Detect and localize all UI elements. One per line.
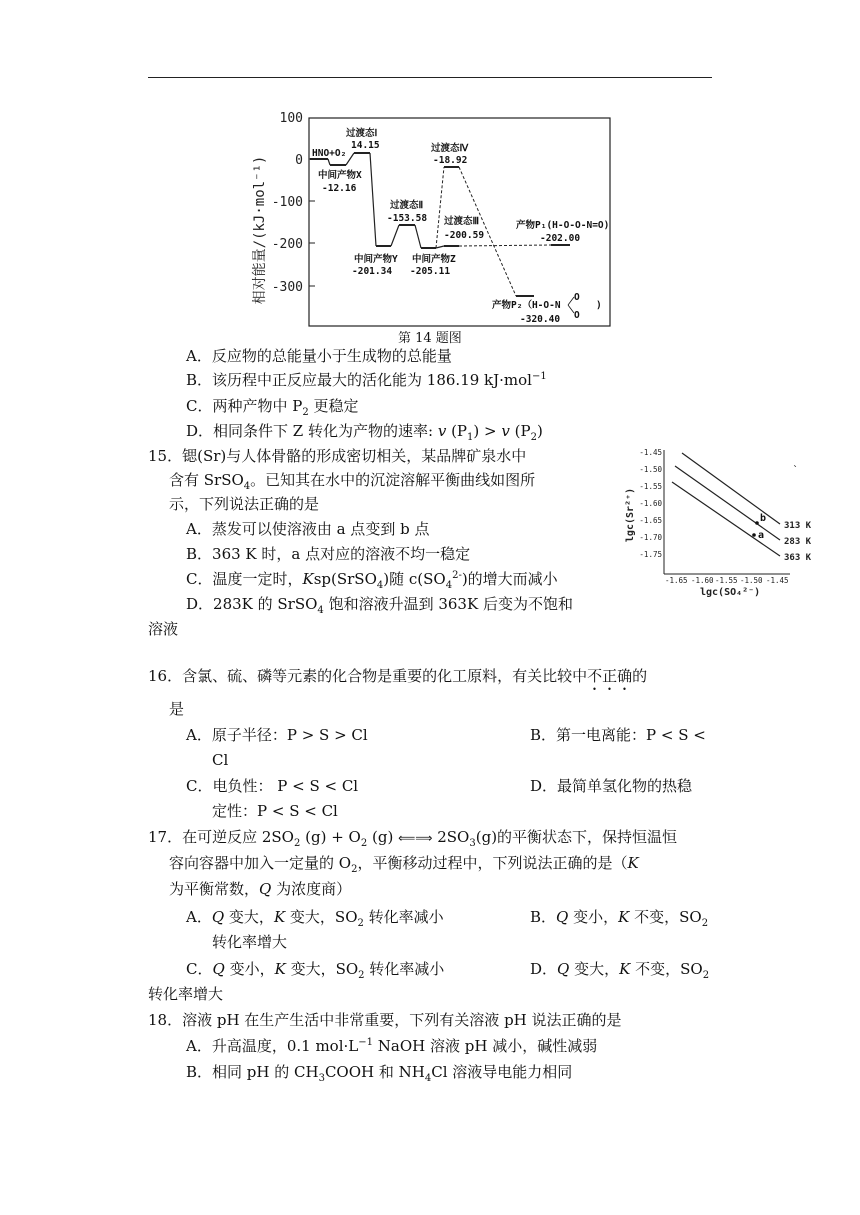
y-tick-0: 0 (295, 153, 303, 168)
y-tick-5: -1.65 (639, 516, 662, 525)
value-y: -201.34 (352, 266, 393, 277)
point-b-label: b (760, 513, 767, 524)
y-tick-4: -1.60 (639, 499, 662, 508)
point-a (752, 533, 756, 537)
value-ts1: 14.15 (351, 140, 380, 151)
point-a-label: a (758, 530, 765, 541)
value-x: -12.16 (322, 183, 357, 194)
label-ts2: 过渡态Ⅱ (390, 200, 424, 211)
value-ts3: -200.59 (444, 230, 485, 241)
y-tick-minus300: -300 (271, 280, 303, 295)
q17-option-a: A．Q 变大，K 变大，$SO_2$ 转化率减小 (186, 908, 444, 929)
q15-option-b: B．363 K 时，a 点对应的溶液不均一稳定 (186, 545, 471, 563)
q15-option-c: C．温度一定时，Ksp(SrSO$_4$)随 $c(SO_4^{2-})$的增大而减小 (186, 570, 558, 591)
q18-option-b: B．相同 pH 的 $CH_3COOH$ 和 $NH_4Cl$ 溶液导电能力相同 (186, 1063, 573, 1084)
x-tick-2: -1.60 (691, 576, 714, 585)
y-tick-6: -1.70 (639, 533, 662, 542)
q17-option-b: B．Q 变小，K 不变，$SO_2$ (530, 908, 709, 929)
q17-stem-line3: 为平衡常数，Q 为浓度商） (169, 880, 352, 898)
y-tick-7: -1.75 (639, 550, 662, 559)
value-p2: -320.40 (520, 314, 561, 325)
q15-stem-line3: 示，下列说法正确的是 (169, 495, 320, 513)
q16-option-b-wrap: Cl (212, 751, 229, 769)
label-p2-o-bottom: O (574, 310, 580, 321)
value-ts4: -18.92 (433, 155, 468, 166)
x-tick-5: -1.45 (766, 576, 789, 585)
point-b (755, 521, 759, 525)
y-tick-minus200: -200 (271, 237, 303, 252)
q16-stem-line2: 是 (169, 700, 185, 718)
solubility-chart (620, 440, 815, 598)
q16-option-b: B．第一电离能：P < S < (530, 726, 706, 744)
q17-option-b-wrap: 转化率增大 (212, 933, 288, 951)
q15-option-a: A．蒸发可以使溶液由 a 点变到 b 点 (186, 520, 430, 538)
q14-option-d: D．相同条件下 Z 转化为产物的速率: v $(P_1) > v$ $(P_2)$ (186, 422, 543, 443)
y-tick-minus100: -100 (271, 195, 303, 210)
q15-stem-line2: 含有 SrSO$_4$。已知其在水中的沉淀溶解平衡曲线如图所 (169, 471, 536, 492)
solid-connectors (328, 153, 444, 248)
value-ts2: -153.58 (387, 213, 428, 224)
q16-option-d-wrap: 定性：P < S < Cl (212, 802, 338, 820)
q17-option-d-wrap: 转化率增大 (148, 985, 224, 1003)
q17-stem-line2: 容向容器中加入一定量的 $O_2$，平衡移动过程中，下列说法正确的是（K (169, 854, 639, 875)
curve-label-363: 363 K (784, 553, 812, 563)
x-tick-3: -1.55 (715, 576, 738, 585)
y-tick-2: -1.50 (639, 465, 662, 474)
q16-stem-line1: 16．含氯、硫、磷等元素的化合物是重要的化工原料，有关比较中不正确的 (148, 667, 648, 685)
q17-stem-line1: 17．在可逆反应 $2SO_2$ $(g) + O_2$ (g) ⟸⟹ $2SO_3(g)$的平衡状态下，保持恒温恒 (148, 828, 678, 849)
q17-option-c: C．Q 变小，K 变大，$SO_2$ 转化率减小 (186, 960, 445, 981)
value-z: -205.11 (410, 266, 451, 277)
label-ts4: 过渡态Ⅳ (431, 143, 469, 154)
q16-option-c: C．电负性： P < S < Cl (186, 777, 359, 795)
q15-stem-line1: 15．锶(Sr)与人体骨骼的形成密切相关，某品牌矿泉水中 (148, 447, 527, 465)
q14-option-a: A．反应物的总能量小于生成物的总能量 (186, 347, 452, 365)
stray-mark: ˎ (792, 456, 799, 467)
q14-option-b: B．该历程中正反应最大的活化能为 186.19 kJ·mol$^{-1}$ (186, 371, 547, 389)
curve-label-283: 283 K (784, 537, 812, 547)
label-reactant: HNO+O₂ (312, 148, 347, 159)
value-p1: -202.00 (540, 233, 581, 244)
label-ts1: 过渡态Ⅰ (346, 128, 378, 139)
q17-option-d: D．Q 变大，K 不变，$SO_2$ (530, 960, 710, 981)
header-rule (148, 77, 712, 78)
y-tick-1: -1.45 (639, 448, 662, 457)
label-x: 中间产物X (318, 170, 362, 181)
equilibrium-arrow: ⟸⟹ (398, 831, 433, 845)
label-y: 中间产物Y (354, 254, 398, 265)
label-p1: 产物P₁(H-O-O-N=O) (516, 220, 610, 231)
q18-stem: 18．溶液 pH 在生产生活中非常重要，下列有关溶液 pH 说法正确的是 (148, 1011, 622, 1029)
q15-option-d: D．283K 的 SrSO$_4$ 饱和溶液升温到 363K 后变为不饱和 (186, 595, 573, 616)
q16-option-a: A．原子半径：P > S > Cl (186, 726, 368, 744)
y-tick-3: -1.55 (639, 482, 662, 491)
y-axis-label: lgc(Sr²⁺) (625, 487, 636, 543)
q16-option-d: D．最简单氢化物的热稳 (530, 777, 693, 795)
label-ts3: 过渡态Ⅲ (444, 216, 480, 227)
q14-option-c: C．两种产物中 $P_2$ 更稳定 (186, 397, 359, 418)
label-p2: 产物P₂（H-O-N (492, 300, 561, 311)
label-p2-close: ) (596, 300, 602, 311)
x-tick-4: -1.50 (740, 576, 763, 585)
y-axis-label: 相对能量/(kJ·mol⁻¹) (252, 155, 268, 305)
y-tick-100: 100 (279, 112, 303, 126)
curve-label-313: 313 K (784, 521, 812, 531)
x-tick-1: -1.65 (665, 576, 688, 585)
q15-option-d-wrap: 溶液 (148, 620, 179, 638)
q18-option-a: A．升高温度，0.1 $mol\cdot L^{-1}$ NaOH 溶液 pH 减小，碱性减弱 (186, 1037, 598, 1055)
energy-profile-chart (248, 112, 612, 330)
x-axis-label: lgc(SO₄²⁻) (700, 587, 761, 598)
label-p2-o-top: O (574, 292, 580, 303)
y-axis-ticks (309, 118, 315, 286)
figure-14-caption: 第 14 题图 (398, 331, 462, 346)
label-z: 中间产物Z (412, 254, 456, 265)
